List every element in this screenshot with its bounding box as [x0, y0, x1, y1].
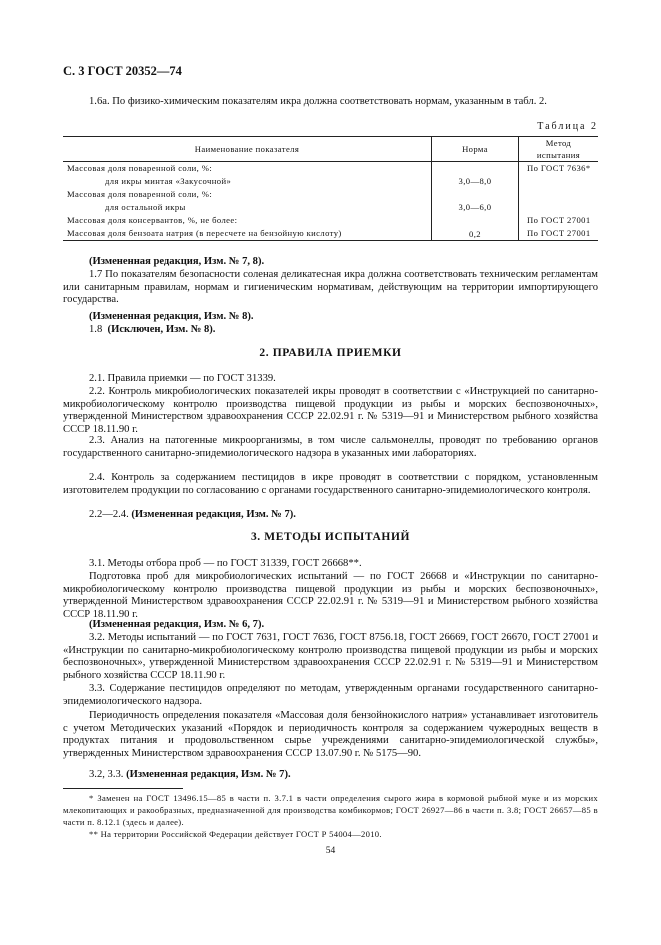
paragraph-3-1: 3.1. Методы отбора проб — по ГОСТ 31339, ГОСТ 26668**.: [89, 558, 362, 569]
paragraph-number: 1.8: [89, 324, 103, 335]
cell-norm: [432, 188, 519, 201]
cell-method: По ГОСТ 27001: [527, 215, 591, 225]
cell-indicator: Массовая доля бензоата натрия (в пересчете на бензойную кислоту): [63, 227, 432, 241]
section-title-2: 2. ПРАВИЛА ПРИЕМКИ: [259, 347, 402, 359]
cell-norm: [432, 214, 519, 227]
header-method: Метод испытания: [519, 137, 599, 162]
cell-norm: [432, 162, 519, 176]
table-row: [63, 175, 598, 188]
amendment-note-8: (Измененная редакция, Изм. № 8).: [89, 311, 254, 322]
cell-method: По ГОСТ 7636*: [527, 163, 591, 173]
table-caption: Таблица 2: [537, 121, 598, 132]
table-header-row: [63, 137, 598, 162]
table-row: [63, 214, 598, 227]
cell-indicator: Массовая доля поваренной соли, %:: [67, 163, 213, 173]
paragraph-1-6a: 1.6а. По физико-химическим показателям икра должна соответствовать нормам, указанным в табл. 2.: [89, 96, 547, 107]
cell-method: [519, 201, 599, 214]
cell-norm: 3,0—6,0: [432, 201, 519, 214]
header-norm: Норма: [432, 137, 519, 162]
paragraph-2-4: 2.4. Контроль за содержанием пестицидов в икре проводят в соответствии с порядком, установленным изготовителем продукции по согласованию с органами государственного санитарно-эпидемиологического контроля.: [63, 472, 598, 496]
amendment-text: (Измененная редакция, Изм. № 7).: [131, 509, 296, 520]
footnote-1: * Заменен на ГОСТ 13496.15—85 в части п. 3.7.1 в части определения сырого жира в кормовой рыбной муке и из морских млекопитающих и ракообразных, предназначенной для производства комбикормов; ГОСТ 26927—86 в части п. 3.8; ГОСТ 26657—85 в части п. 8.12.1 (здесь и далее).: [63, 793, 598, 827]
section-title-3: 3. МЕТОДЫ ИСПЫТАНИЙ: [250, 531, 411, 543]
paragraph-2-2: 2.2. Контроль микробиологических показателей икры проводят в соответствии с «Инструкцией по санитарно-микробиологическому контролю производства пищевой продукции из рыбы и морских беспозвоночных», утвержденной Министерством здравоохранения СССР 22.02.91 г. № 5319—91 и Министерством рыбного хозяйства СССР 18.11.90 г.: [63, 386, 598, 435]
table-row: [63, 188, 598, 201]
footnote-2: ** На территории Российской Федерации действует ГОСТ Р 54004—2010.: [89, 829, 382, 839]
amendment-note-7-8: (Измененная редакция, Изм. № 7, 8).: [89, 256, 265, 267]
paragraph-sample-prep: Подготовка проб для микробиологических испытаний — по ГОСТ 26668 и «Инструкции по санитарно-микробиологическому контролю производства пищевой продукции из рыбы и морских беспозвоночных», утвержденной Министерством здравоохранения СССР 22.02.91 г. № 5319—91 и Министерством рыбного хозяйства СССР 18.11.90 г.: [63, 571, 598, 620]
cell-method: По ГОСТ 27001: [519, 227, 599, 241]
amendment-text: (Измененная редакция, Изм. № 7).: [126, 769, 291, 780]
page-header: С. 3 ГОСТ 20352—74: [63, 64, 182, 78]
header-indicator: Наименование показателя: [63, 137, 432, 162]
paragraph-3-3: 3.3. Содержание пестицидов определяют по методам, утвержденным органами государственного санитарно-эпидемиологического надзора.: [63, 683, 598, 707]
paragraph-1-7: 1.7 По показателям безопасности соленая деликатесная икра должна соответствовать техническим регламентам или санитарным правилам, нормам и гигиеническим нормативам, действующим на территории импортирующего государства.: [63, 269, 598, 306]
paragraph-range: 3.2, 3.3.: [89, 769, 124, 780]
cell-norm: 0,2: [432, 227, 519, 241]
paragraph-2-1: 2.1. Правила приемки — по ГОСТ 31339.: [89, 373, 276, 384]
amendment-note-3: [63, 769, 598, 782]
cell-indicator: для остальной икры: [105, 202, 186, 212]
page-number: 54: [325, 846, 336, 856]
paragraph-3-2: 3.2. Методы испытаний — по ГОСТ 7631, ГОСТ 7636, ГОСТ 8756.18, ГОСТ 26669, ГОСТ 26670, ГОСТ 27001 и «Инструкции по санитарно-микробиологическому контролю производства пищевой продукции из рыбы и морских беспозвоночных», утвержденной Министерством здравоохранения СССР 22.02.91 г. № 5319—91 и Министерством рыбного хозяйства СССР 18.11.90 г.: [63, 632, 598, 681]
excluded-note: (Исключен, Изм. № 8).: [107, 324, 216, 335]
amendment-note-6-7: (Измененная редакция, Изм. № 6, 7).: [89, 619, 265, 630]
cell-indicator: Массовая доля поваренной соли, %:: [67, 189, 213, 199]
footnote-divider: [63, 788, 183, 789]
cell-norm: 3,0—8,0: [432, 175, 519, 188]
table-row: [63, 162, 598, 176]
amendment-note-2: [63, 509, 598, 522]
cell-method: [519, 188, 599, 201]
paragraph-2-3: 2.3. Анализ на патогенные микроорганизмы, в том числе сальмонеллы, проводят по требованию органов государственного санитарно-эпидемиологического надзора в указанных ими лабораториях.: [63, 435, 598, 459]
cell-method: [519, 175, 599, 188]
norms-table: [63, 136, 598, 241]
paragraph-1-8: [63, 324, 598, 337]
paragraph-range: 2.2—2.4.: [89, 509, 129, 520]
paragraph-periodicity: Периодичность определения показателя «Массовая доля бензойнокислого натрия» устанавливает изготовитель с учетом Методических указаний «Порядок и периодичность контроля за содержанием чужеродных веществ в продуктах питания и продовольственном сырье учреждениями санитарно-эпидемиологической службы», утвержденных Министерством здравоохранения СССР 13.07.90 г. № 5175—90.: [63, 710, 598, 759]
cell-indicator: для икры минтая «Закусочной»: [105, 176, 232, 186]
table-row: [63, 227, 598, 241]
table-row: [63, 201, 598, 214]
cell-indicator: Массовая доля консервантов, %, не более:: [67, 215, 238, 225]
